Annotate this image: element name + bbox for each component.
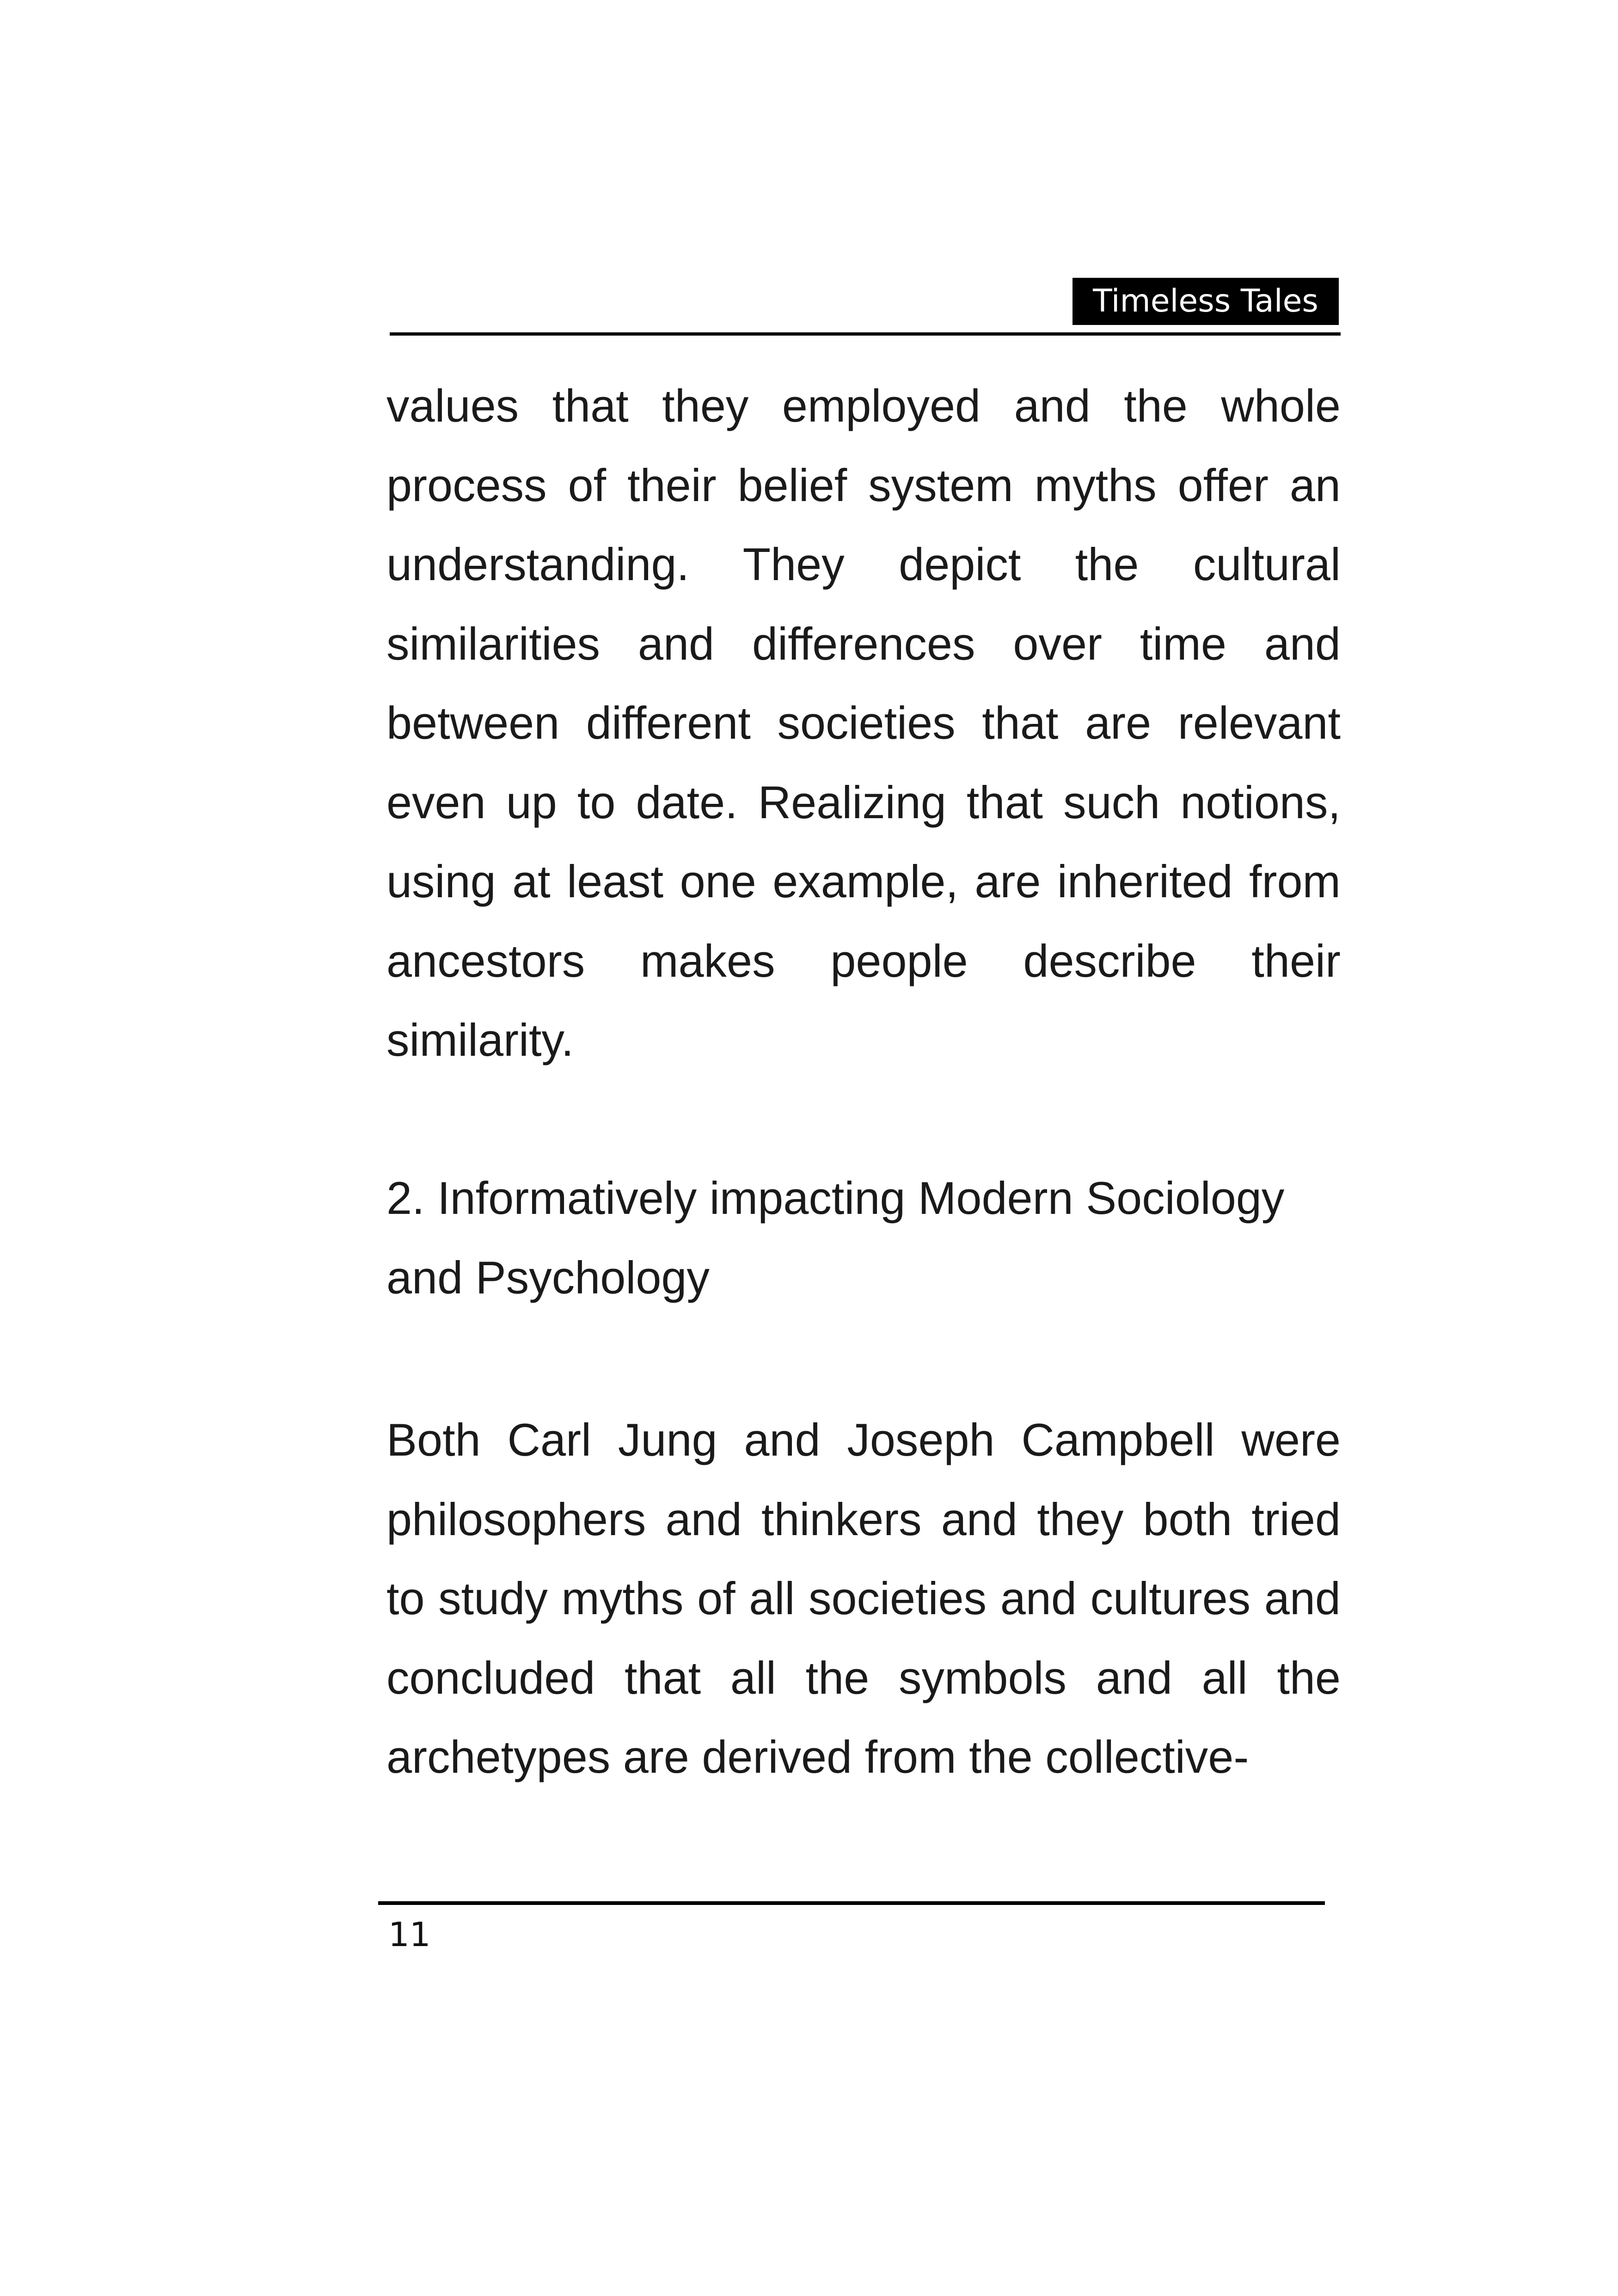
page-number: 11 [388, 1915, 431, 1954]
body-paragraph: values that they employed and the whole process of their belief system myths offer an understanding. They depict the cultural similarities and differences over time and between different societies that are relevant even up to date. Realizing that such notions, using at least one example, are inherited from ancestors makes people describe their similarity. [386, 380, 1341, 1065]
running-title: Timeless Tales [1073, 278, 1339, 325]
footer-divider [378, 1901, 1325, 1905]
section-heading: 2. Informatively impacting Modern Sociology and Psychology [386, 1172, 1285, 1303]
body-paragraph: Both Carl Jung and Joseph Campbell were philosophers and thinkers and they both tried to study myths of all societies and cultures and concluded that all the symbols and all the archetypes are derived from the collective- [386, 1414, 1341, 1782]
header-divider [390, 332, 1341, 336]
